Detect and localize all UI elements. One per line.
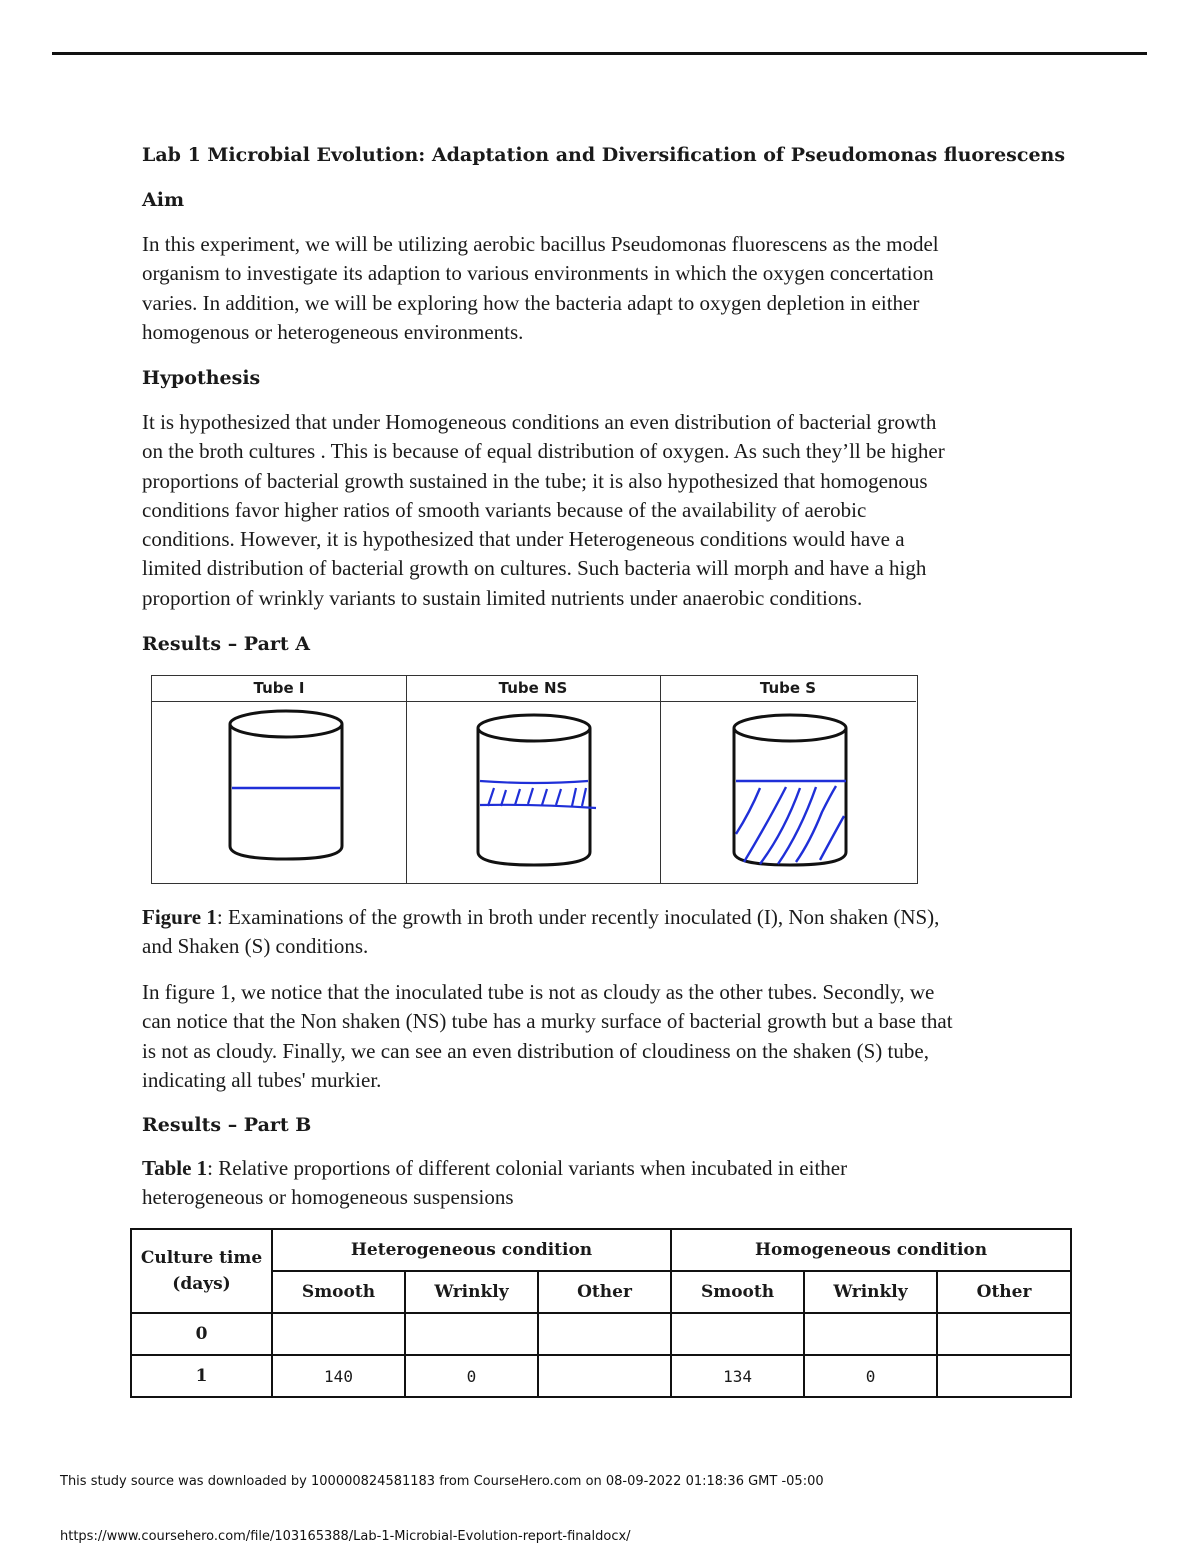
table-cell: 140 <box>272 1355 405 1397</box>
results-a-line: is not as cloudy. Finally, we can see an even distribution of cloudiness on the shaken (S) tube, <box>142 1038 929 1063</box>
page-title: Lab 1 Microbial Evolution: Adaptation and Diversification of Pseudomonas fluorescens <box>142 144 1066 166</box>
hypothesis-heading: Hypothesis <box>142 367 261 389</box>
subheader-wrinkly: Wrinkly <box>405 1271 538 1313</box>
table-cell: 134 <box>671 1355 804 1397</box>
top-rule <box>52 52 1147 55</box>
hypothesis-line: conditions favor higher ratios of smooth variants because of the availability of aerobic <box>142 497 867 522</box>
results-a-line: can notice that the Non shaken (NS) tube has a murky surface of bacterial growth but a base that <box>142 1009 953 1034</box>
source-url-link[interactable]: https://www.coursehero.com/file/103165388/Lab-1-Microbial-Evolution-report-finaldocx/ <box>60 1529 631 1544</box>
row-day: 1 <box>131 1355 272 1397</box>
hypothesis-line: proportions of bacterial growth sustained in the tube; it is also hypothesized that homogenous <box>142 468 928 493</box>
table-row <box>131 1313 1071 1355</box>
aim-line: varies. In addition, we will be exploring how the bacteria adapt to oxygen depletion in either <box>142 290 920 315</box>
table-row <box>131 1355 1071 1397</box>
figure-caption-text: : Examinations of the growth in broth under recently inoculated (I), Non shaken (NS), <box>216 905 940 929</box>
results-a-heading: Results – Part A <box>142 633 311 655</box>
table-cell <box>405 1313 538 1355</box>
figure-panel-tube-s <box>660 676 916 883</box>
subheader-smooth: Smooth <box>671 1271 804 1313</box>
figure-panel-tube-ns <box>406 676 661 883</box>
table-cell <box>538 1313 671 1355</box>
culture-time-label: Culture time <box>140 1248 263 1268</box>
table-cell <box>671 1313 804 1355</box>
figure-1 <box>151 675 918 884</box>
results-a-paragraph <box>142 978 953 1095</box>
aim-line: homogenous or heterogeneous environments. <box>142 319 524 344</box>
culture-time-header <box>131 1229 272 1313</box>
hypothesis-line: limited distribution of bacterial growth on cultures. Such bacteria will morph and have a high <box>142 556 927 581</box>
table-cell: 0 <box>405 1355 538 1397</box>
table-caption <box>142 1154 847 1213</box>
table-caption-text: heterogeneous or homogeneous suspensions <box>142 1185 514 1210</box>
variant-proportions-table <box>130 1228 1072 1398</box>
figure-panel-label: Tube NS <box>406 676 660 702</box>
subheader-other: Other <box>538 1271 671 1313</box>
hypothesis-paragraph <box>142 408 945 613</box>
figure-panel-tube-i <box>152 676 407 883</box>
aim-paragraph <box>142 230 939 347</box>
figure-panel-label: Tube S <box>660 676 916 702</box>
results-a-line: In figure 1, we notice that the inoculated tube is not as cloudy as the other tubes. Secondly, we <box>142 980 935 1004</box>
table-cell <box>272 1313 405 1355</box>
hypothesis-line: on the broth cultures . This is because of equal distribution of oxygen. As such they’ll be higher <box>142 439 945 464</box>
table-caption-label: Table 1 <box>142 1156 208 1180</box>
subheader-wrinkly: Wrinkly <box>804 1271 937 1313</box>
homogeneous-header: Homogeneous condition <box>671 1229 1071 1271</box>
table-cell: 0 <box>804 1355 937 1397</box>
aim-line: organism to investigate its adaption to various environments in which the oxygen concertation <box>142 261 934 286</box>
subheader-smooth: Smooth <box>272 1271 405 1313</box>
row-day: 0 <box>131 1313 272 1355</box>
table-cell <box>937 1355 1071 1397</box>
subheader-other: Other <box>937 1271 1071 1313</box>
figure-caption-text: and Shaken (S) conditions. <box>142 934 369 959</box>
table-subheader-row <box>131 1271 1071 1313</box>
heterogeneous-header: Heterogeneous condition <box>272 1229 671 1271</box>
hypothesis-line: conditions. However, it is hypothesized that under Heterogeneous conditions would have a <box>142 527 905 552</box>
table-cell <box>538 1355 671 1397</box>
figure-panel-label: Tube I <box>152 676 406 702</box>
table-caption-text: : Relative proportions of different colonial variants when incubated in either <box>207 1156 848 1180</box>
culture-time-unit: (days) <box>172 1274 231 1294</box>
aim-heading: Aim <box>142 189 185 211</box>
results-a-line: indicating all tubes' murkier. <box>142 1067 382 1092</box>
table-cell <box>937 1313 1071 1355</box>
hypothesis-line: proportion of wrinkly variants to sustain limited nutrients under anaerobic conditions. <box>142 585 863 610</box>
tube-ns-drawing <box>406 702 660 882</box>
aim-line: In this experiment, we will be utilizing aerobic bacillus Pseudomonas fluorescens as the model <box>142 232 939 256</box>
tube-i-drawing <box>152 702 406 882</box>
figure-caption-label: Figure 1 <box>142 905 217 929</box>
table-cell <box>804 1313 937 1355</box>
results-b-heading: Results – Part B <box>142 1114 312 1136</box>
table-header-row <box>131 1229 1071 1271</box>
figure-caption <box>142 903 939 962</box>
download-notice: This study source was downloaded by 100000824581183 from CourseHero.com on 08-09-2022 01:18:36 GMT -05:00 <box>60 1474 824 1489</box>
hypothesis-line: It is hypothesized that under Homogeneous conditions an even distribution of bacterial growth <box>142 410 937 434</box>
tube-s-drawing <box>660 702 916 882</box>
